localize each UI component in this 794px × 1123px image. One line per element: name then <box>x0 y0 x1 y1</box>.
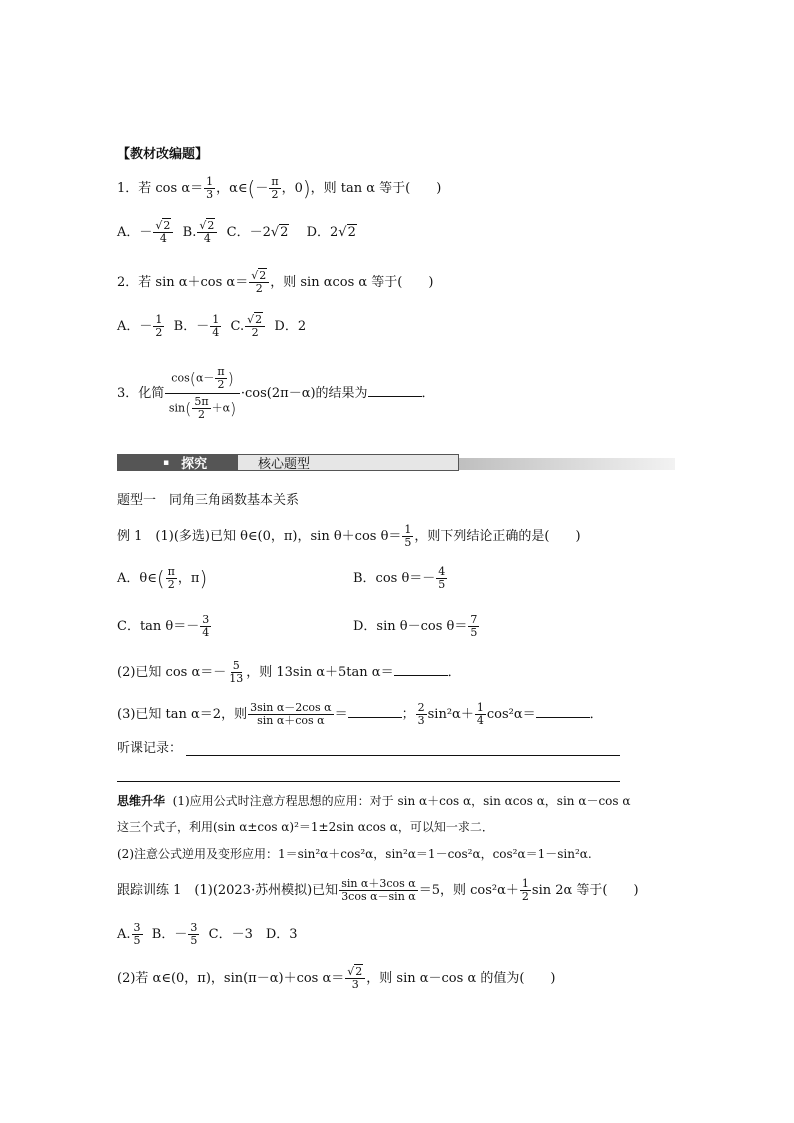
q1-stem: 1．若 cos α＝ <box>117 181 204 197</box>
q2-ask: ，则 sin αcos α 等于( ) <box>270 275 434 291</box>
q1-option-b: B. <box>182 225 197 241</box>
thinking-title: 思维升华 <box>117 794 166 808</box>
q3-fraction: cos(α－ $\frac{\pi}{2}$ ) sin( $\frac{5\pi}{2}$ ＋α) <box>165 366 240 421</box>
notes-line-1[interactable] <box>186 755 620 756</box>
question-3: 3．化简 cos(α－ $\frac{\pi}{2}$ ) sin( $\frac{5\pi}{2}$ ＋α) ·cos(2π－α)的结果为 ． <box>117 365 435 422</box>
question-2: 2．若 sin α＋cos α＝ $\frac{√2}{2}$ ，则 sin αcos α 等于( ) <box>117 269 434 296</box>
ex1-option-d: D．sin θ－cos θ＝ $\frac{7}{5}$ <box>353 613 478 640</box>
banner-explore: 探究 <box>181 457 208 472</box>
tracking-exercise-2: (2)若 α∈(0，π)，sin(π－α)＋cos α＝ $\frac{√2}{3}$ ，则 sin α－cos α 的值为( ) <box>117 965 556 992</box>
thinking-line-2: 这三个式子，利用(sin α±cos α)²＝1±2sin αcos α，可以知一求二． <box>117 820 494 834</box>
answer-blank[interactable] <box>536 707 590 718</box>
section-banner <box>117 453 675 473</box>
q1-cond: ，α∈ <box>216 181 248 197</box>
q3-stem: 3．化简 <box>117 386 165 402</box>
q1-option-d: D．2 <box>306 225 339 241</box>
thinking-line-3: (2)注意公式逆用及变形应用：1＝sin²α＋cos²α，sin²α＝1－cos²α，cos²α＝1－sin²α. <box>117 847 592 861</box>
q3-tail: ·cos(2π－α)的结果为 <box>240 386 368 402</box>
q1-option-a: A．－ <box>117 225 153 241</box>
q2-option-a: A．－ <box>117 319 153 335</box>
example-1-part-2: (2)已知 cos α＝－ $\frac{5}{13}$ ，则 13sin α＋5tan α＝ ． <box>117 659 461 686</box>
q2-option-b: B．－ <box>173 319 210 335</box>
banner-light <box>237 454 459 471</box>
notes-label: 听课记录： <box>117 741 183 756</box>
answer-blank[interactable] <box>394 665 448 676</box>
q1-fraction: $\frac{1}{3}$ <box>206 175 214 202</box>
tracking-1-options: A. $\frac{3}{5}$ B．－ $\frac{3}{5}$ C．－3 D．3 <box>117 921 298 948</box>
ex1-option-c: C．tan θ＝－ $\frac{3}{4}$ <box>117 613 210 640</box>
thinking-line-1: 思维升华 (1)应用公式时注意方程思想的应用：对于 sin α＋cos α，sin αcos α，sin α－cos α <box>117 794 631 808</box>
q1-option-c: C．－2 <box>226 225 271 241</box>
banner-core-types: 核心题型 <box>258 457 311 472</box>
notes-line-2[interactable] <box>117 781 620 782</box>
section-title: 【教材改编题】 <box>117 147 209 162</box>
q2-option-c: C. <box>230 319 245 335</box>
question-1: 1．若 cos α＝ $\frac{1}{3}$ ，α∈(－ $\frac{\pi}{2}$ ，0)，则 tan α 等于( ) <box>117 175 442 202</box>
example-1-part-3: (3)已知 tan α＝2，则 $\frac{\text{3sin α－2cos α}}{\text{sin α＋cos α}}$ ＝ ； $\frac{2}{3}$ sin²α＋ $\frac{1}{4}$ cos²α＝ ． <box>117 701 603 728</box>
banner-gradient <box>459 458 675 470</box>
ex1-option-a: A．θ∈( $\frac{\pi}{2}$ ，π) <box>117 565 208 592</box>
tracking-exercise-1: 跟踪训练 1 (1)(2023·苏州模拟)已知 $\frac{\text{sin α＋3cos α}}{\text{3cos α－sin α}}$ ＝5，则 cos²α＋ $\frac{1}{2}$ sin 2α 等于( ) <box>117 877 639 904</box>
ex1-option-b: B．cos θ＝－ $\frac{4}{5}$ <box>353 565 446 592</box>
type-1-heading: 题型一 同角三角函数基本关系 <box>117 493 300 508</box>
answer-blank[interactable] <box>348 707 402 718</box>
q1-ask: ，则 tan α 等于( ) <box>310 181 442 197</box>
example-1: 例 1 (1)(多选)已知 θ∈(0，π)，sin θ＋cos θ＝ $\frac{1}{5}$ ，则下列结论正确的是( ) <box>117 523 581 550</box>
bullet-icon: ▪ <box>163 457 170 468</box>
q2-options: A．－ $\frac{1}{2}$ B．－ $\frac{1}{4}$ C. $\frac{√2}{2}$ D．2 <box>117 313 307 340</box>
banner-dark <box>117 454 237 471</box>
q2-option-d: D．2 <box>274 319 307 335</box>
q1-options: A．－ $\frac{√2}{4}$ B. $\frac{√2}{4}$ C．－2√2 D．2√2 <box>117 219 356 246</box>
q2-stem: 2．若 sin α＋cos α＝ <box>117 275 249 291</box>
answer-blank[interactable] <box>368 386 422 397</box>
